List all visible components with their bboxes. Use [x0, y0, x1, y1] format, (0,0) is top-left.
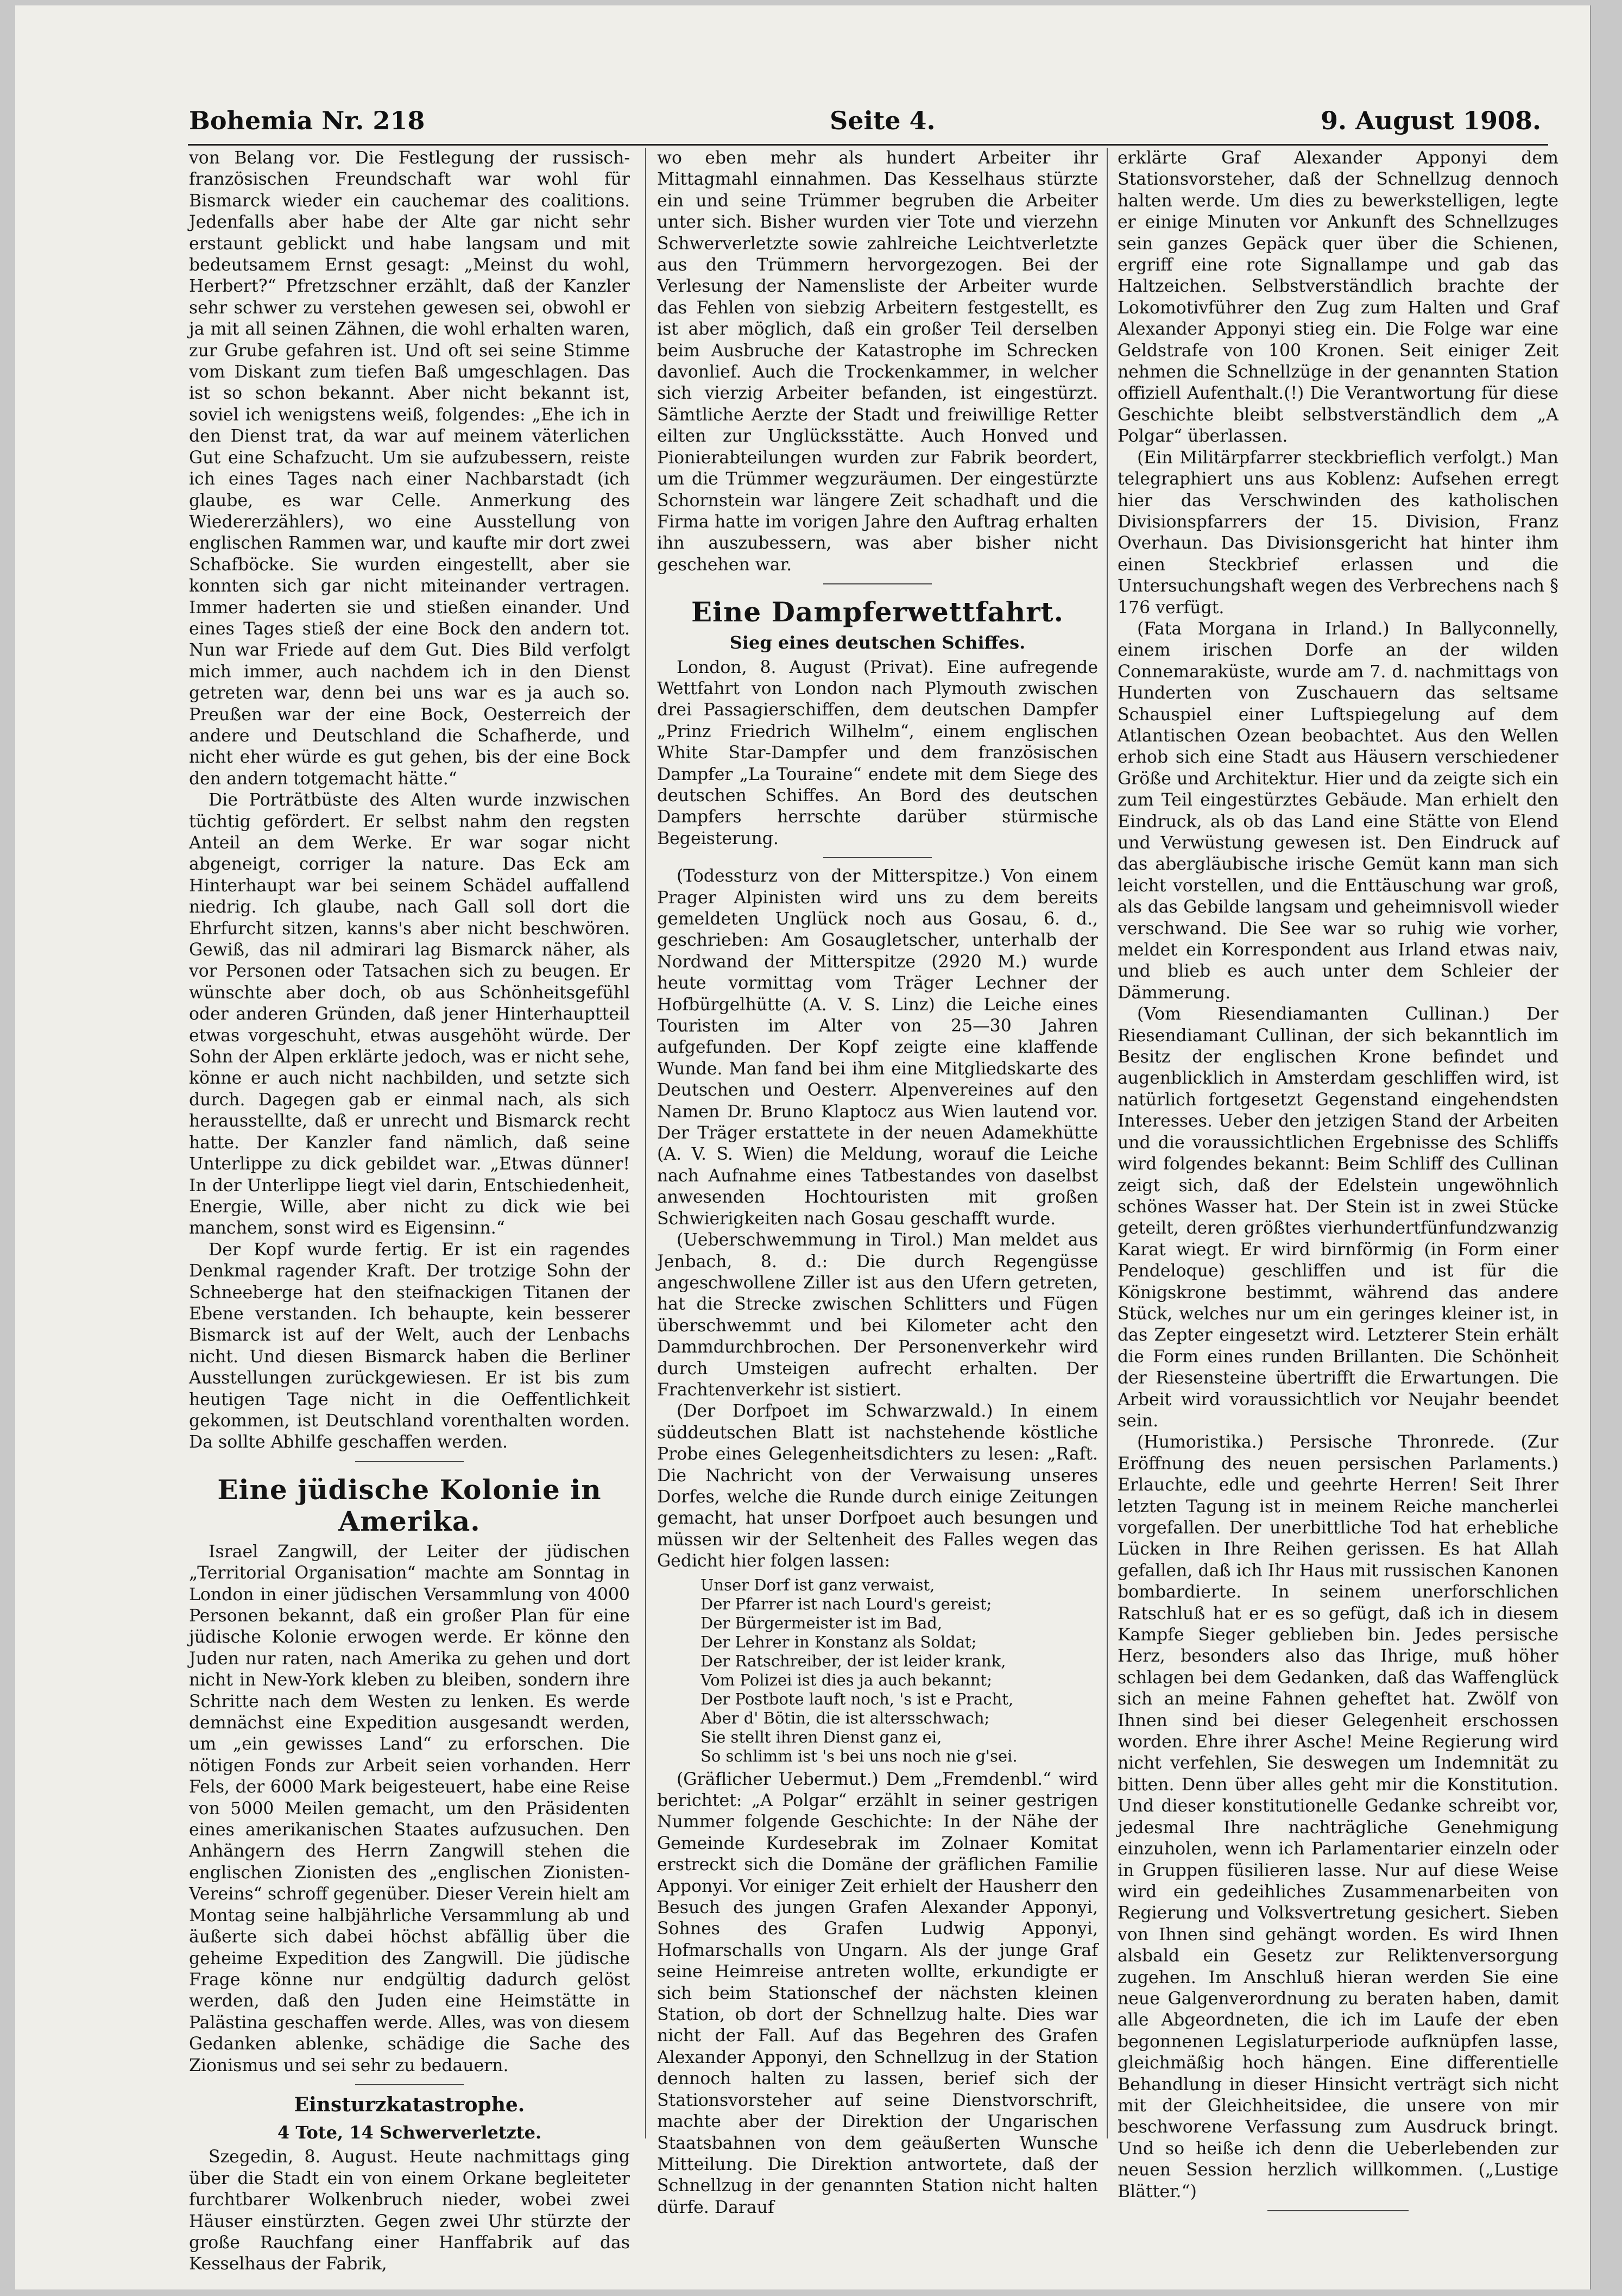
article-paragraph: (Humoristika.) Persische Thronrede. (Zur Eröffnung des neuen persischen Parlaments.) Erlauchte, edle und geehrte Herren! Seit Ihrer letzten Tagung ist in meinem Reiche mancherlei vorgefallen. Der unerbittliche Tod hat erhebliche Lücken in Ihre Reihen gerissen. Es hat Allah gefallen, daß ich Ihr Haus mit russischen Kanonen bombardierte. In seinem unerforschlichen Ratschluß hat er es so gefügt, daß ich in diesem Kampfe Sieger geblieben bin. Jedes persische Herz, besonders also das Ihrige, muß höher schlagen bei dem Gedanken, daß das Waffenglück sich an meine Fahnen geheftet hat. Zwölf von Ihnen sind bei dieser Gelegenheit erschossen worden. Ehre ihrer Asche! Meine Regierung wird nicht verfehlen, Sie deswegen um Indemnität zu bitten. Denn über alles geht mir die Konstitution. Und dieser konstitutionelle Gedanke schreibt vor, jedesmal Ihre nachträgliche Genehmigung einzuholen, wenn ich Parlamentarier einzeln oder in Gruppen füsilieren lasse. Nur auf diese Weise wird ein gedeihliches Zusammenarbeiten von Regierung und Volksvertretung gesichert. Sieben von Ihnen sind gehängt worden. Es wird Ihnen alsbald ein Gesetz zur Reliktenversorgung zugehen. Im Anschluß hieran werden Sie eine neue Galgenverordnung zu beraten haben, damit alle Abgeordneten, die ich im Laufe der eben begonnenen Legislaturperiode aufknüpfen lasse, gleichmäßig hoch hängen. Eine differentielle Behandlung in dieser Hinsicht verträgt sich nicht mit der Gleichheitsidee, die unsere von mir beschworene Verfassung zum Ausdruck bringt. Und so heiße ich denn die Ueberlebenden zur neuen Session herzlich willkommen. („Lustige Blätter.“): [1118, 1432, 1558, 2201]
article-paragraph: (Gräflicher Uebermut.) Dem „Fremdenbl.“ wird berichtet: „A Polgar“ erzählt in seiner gestrigen Nummer folgende Geschichte: In der Nähe der Gemeinde Kurdesebrak im Zolnaer Komitat erstreckt sich die Domäne der gräflichen Familie Apponyi. Vor einiger Zeit erhielt der Hausherr den Besuch des jungen Grafen Alexander Apponyi, Sohnes des Grafen Ludwig Apponyi, Hofmarschalls von Ungarn. Als der junge Graf seine Heimreise antreten wollte, erkundigte er sich beim Stationschef der nächsten kleinen Station, ob dort der Schnellzug halte. Dies war nicht der Fall. Auf das Begehren des Grafen Alexander Apponyi, den Schnellzug in der Station dennoch halten zu lassen, berief sich der Stationsvorsteher auf seine Dienstvorschrift, machte aber der Direktion der Ungarischen Staatsbahnen von dem geäußerten Wunsche Mitteilung. Die Direktion antwortete, daß der Schnellzug in der genannten Station nicht halten dürfe. Darauf: [657, 1769, 1098, 2217]
poem-line: Der Postbote lauft noch, 's ist e Pracht,: [700, 1689, 1014, 1708]
column-1: [189, 148, 630, 2274]
headline-dampferwettfahrt: Eine Dampferwettfahrt.: [691, 596, 1064, 628]
issue-date: 9. August 1908.: [1321, 106, 1541, 135]
end-rule: [1267, 2210, 1409, 2211]
subheadline-dampfer: Sieg eines deutschen Schiffes.: [729, 632, 1026, 653]
page-number: Seite 4.: [830, 106, 936, 135]
column-divider: [645, 148, 646, 2138]
column-divider: [1107, 148, 1108, 2138]
subheadline-einsturz: 4 Tote, 14 Schwerverletzte.: [277, 2122, 542, 2143]
article-paragraph: Der Kopf wurde fertig. Er ist ein ragendes Denkmal ragender Kraft. Der trotzige Sohn der Schneeberge hat den steifnackigen Titanen der Ebene verstanden. Ich behaupte, kein besserer Bismarck ist auf der Welt, auch der Lenbachs nicht. Und diesen Bismarck haben die Berliner Ausstellungen zurückgewiesen. Er ist bis zum heutigen Tage nicht in die Oeffentlichkeit gekommen, ist Deutschland vorenthalten worden. Da sollte Abhilfe geschaffen werden.: [189, 1240, 630, 1452]
article-paragraph: Szegedin, 8. August. Heute nachmittags ging über die Stadt ein von einem Orkane begleiteter furchtbarer Wolkenbruch nieder, wobei zwei Häuser einstürzten. Gegen zwei Uhr stürzte der große Rauchfang einer Hanffabrik auf das Kesselhaus der Fabrik,: [189, 2147, 630, 2274]
section-rule: [355, 1461, 464, 1462]
article-paragraph: wo eben mehr als hundert Arbeiter ihr Mittagmahl einnahmen. Das Kesselhaus stürzte ein und seine Trümmer begruben die Arbeiter unter sich. Bisher wurden vier Tote und vierzehn Schwerverletzte sowie zahlreiche Leichtverletzte aus den Trümmern hervorgezogen. Bei der Verlesung der Namensliste der Arbeiter wurde das Fehlen von siebzig Arbeitern festgestellt, es ist aber möglich, daß ein großer Teil derselben beim Ausbruche der Katastrophe im Schrecken davonlief. Auch die Trockenkammer, in welcher sich vierzig Arbeiter befanden, ist eingestürzt. Sämtliche Aerzte der Stadt und freiwillige Retter eilten zur Unglücksstätte. Auch Honved und Pionierabteilungen wurden zur Fabrik beordert, um die Trümmer wegzuräumen. Der eingestürzte Schornstein war längere Zeit schadhaft und die Firma hatte im vorigen Jahre den Auftrag erhalten ihn auszubessern, was aber bisher nicht geschehen war.: [657, 148, 1098, 575]
headline-einsturzkatastrophe: Einsturzkatastrophe.: [294, 2093, 525, 2116]
column-3: [1118, 148, 1558, 2201]
article-paragraph: (Ueberschwemmung in Tirol.) Man meldet aus Jenbach, 8. d.: Die durch Regengüsse angeschwollene Ziller ist aus den Ufern getreten, hat die Strecke zwischen Schlitters und Fügen überschwemmt und bei Kilometer acht den Dammdurchbrochen. Der Personenverkehr wird durch Umsteigen aufrecht erhalten. Der Frachtenverkehr ist sistiert.: [657, 1230, 1098, 1400]
article-paragraph: London, 8. August (Privat). Eine aufregende Wettfahrt von London nach Plymouth zwischen drei Passagierschiffen, dem deutschen Dampfer „Prinz Friedrich Wilhelm“, einem englischen White Star-Dampfer und dem französischen Dampfer „La Touraine“ endete mit dem Siege des deutschen Schiffes. An Bord des deutschen Dampfers herrschte darüber stürmische Begeisterung.: [657, 657, 1098, 848]
article-paragraph: Israel Zangwill, der Leiter der jüdischen „Territorial Organisation“ machte am Sonntag in London in einer jüdischen Versammlung von 4000 Personen bekannt, daß ein großer Plan für eine jüdische Kolonie erwogen werde. Er könne den Juden nur raten, nach Amerika zu gehen und dort nicht in New-York kleben zu bleiben, sondern ihre Schritte nach dem Westen zu lenken. Es werde demnächst eine Expedition ausgesandt werden, um „ein gewisses Land“ zu erforschen. Die nötigen Fonds zur Arbeit seien vorhanden. Herr Fels, der 6000 Mark beigesteuert, habe eine Reise von 5000 Meilen gemacht, um den Präsidenten eines amerikanischen Staates aufzusuchen. Den Anhängern des Herrn Zangwill stehen die englischen Zionisten des „englischen Zionisten-Vereins“ schroff gegenüber. Dieser Verein hielt am Montag seine halbjährliche Versammlung ab und äußerte sich dabei höchst abfällig über die geheime Expedition des Zangwill. Die jüdische Frage könne nur endgültig dadurch gelöst werden, daß den Juden eine Heimstätte in Palästina geschaffen werde. Alles, was von diesem Gedanken ablenke, schädige die Sache des Zionismus und sei sehr zu bedauern.: [189, 1542, 630, 2075]
poem-line: Der Bürgermeister ist im Bad,: [700, 1613, 943, 1632]
poem-line: So schlimm ist 's bei uns noch nie g'sei.: [700, 1746, 1018, 1765]
article-paragraph: erklärte Graf Alexander Apponyi dem Stationsvorsteher, daß der Schnellzug dennoch halten werde. Um dies zu bewerkstelligen, legte er einige Minuten vor Ankunft des Schnellzuges sein ganzes Gepäck quer über die Schienen, ergriff eine rote Signallampe und gab das Haltzeichen. Selbstverständlich brachte der Lokomotivführer den Zug zum Halten und Graf Alexander Apponyi stieg ein. Die Folge war eine Geldstrafe von 100 Kronen. Seit einiger Zeit nehmen die Schnellzüge in der genannten Station offiziell Aufenthalt.(!) Die Verantwortung für diese Geschichte bleibt selbstverständlich dem „A Polgar“ überlassen.: [1118, 148, 1558, 446]
page-header: [178, 106, 1547, 139]
section-rule: [823, 857, 932, 858]
article-paragraph: (Fata Morgana in Irland.) In Ballyconnelly, einem irischen Dorfe an der wilden Connemaraküste, wurde am 7. d. nachmittags von Hunderten von Zuschauern das seltsame Schauspiel einer Luftspiegelung auf dem Atlantischen Ozean beobachtet. Aus den Wellen erhob sich eine Stadt aus Häusern verschiedener Größe und Architektur. Hier und da zeigte sich ein zum Teil eingestürztes Gebäude. Man erhielt den Eindruck, als ob das Land eine Stätte von Elend und Verwüstung gewesen ist. Den Eindruck auf das abergläubische irische Gemüt kann man sich leicht vorstellen, und die Enttäuschung war groß, als das Gebilde langsam und geheimnisvoll wieder verschwand. Die See war so ruhig wie vorher, meldet ein Korrespondent aus Irland etwas naiv, und blieb es auch unter dem Schleier der Dämmerung.: [1118, 619, 1558, 1003]
section-rule: [355, 2084, 464, 2085]
poem-line: Vom Polizei ist dies ja auch bekannt;: [700, 1670, 992, 1689]
header-rule: [188, 144, 1548, 146]
article-paragraph: (Todessturz von der Mitterspitze.) Von einem Prager Alpinisten wird uns zu dem bereits gemeldeten Unglück noch aus Gosau, 6. d., geschrieben: Am Gosaugletscher, unterhalb der Nordwand der Mitterspitze (2920 M.) wurde heute vormittag vom Träger Lechner der Hofbürgelhütte (A. V. S. Linz) die Leiche eines Touristen im Alter von 25—30 Jahren aufgefunden. Der Kopf zeigte eine klaffende Wunde. Man fand bei ihm eine Mitgliedskarte des Deutschen und Oesterr. Alpenvereines auf den Namen Dr. Bruno Klaptocz aus Wien lautend vor. Der Träger erstattete in der neuen Adamekhütte (A. V. S. Wien) die Meldung, worauf die Leiche nach Aufnahme eines Tatbestandes von daselbst anwesenden Hochtouristen mit großen Schwierigkeiten nach Gosau geschafft wurde.: [657, 866, 1098, 1229]
article-paragraph: von Belang vor. Die Festlegung der russisch-französischen Freundschaft war wohl für Bismarck wieder ein cauchemar des coalitions. Jedenfalls aber habe der Alte gar nicht sehr erstaunt geblickt und habe langsam und mit bedeutsamem Ernst gesagt: „Meinst du wohl, Herbert?“ Pfretzschner erzählt, daß der Kanzler sehr schwer zu verstehen gewesen sei, obwohl er ja mit all seinen Zähnen, die wohl erhalten waren, zur Grube gefahren ist. Und oft sei seine Stimme vom Diskant zum tiefen Baß umgeschlagen. Das ist so schon bekannt. Aber nicht bekannt ist, soviel ich wenigstens weiß, folgendes: „Ehe ich in den Dienst trat, da war auf meinem väterlichen Gut eine Schafzucht. Um sie aufzubessern, reiste ich eines Tages nach einer Nachbarstadt (ich glaube, es war Celle. Anmerkung des Wiedererzählers), wo eine Ausstellung von englischen Rammen war, und kaufte mir dort zwei Schafböcke. Sie wurden eingestellt, aber sie konnten sich gar nicht miteinander vertragen. Immer haderten sie und stießen einander. Und eines Tages stieß der eine Bock den andern tot. Nun war Friede auf dem Gut. Dies Bild verfolgt mich immer, auch nachdem ich in den Dienst getreten war, denn bei uns war es ja auch so. Preußen war der eine Bock, Oesterreich der andere und Deutschland die Schafherde, und nicht eher würde es gut gehen, bis der eine Bock den andern totgemacht hätte.“: [189, 148, 630, 789]
poem-line: Sie stellt ihren Dienst ganz ei,: [700, 1727, 942, 1746]
section-rule: [823, 583, 932, 584]
poem: [700, 1576, 1098, 1766]
poem-line: Der Lehrer in Konstanz als Soldat;: [700, 1632, 977, 1651]
poem-line: Unser Dorf ist ganz verwaist,: [700, 1575, 935, 1594]
newspaper-page: [15, 5, 1590, 2289]
masthead-issue: Bohemia Nr. 218: [189, 106, 425, 135]
headline-juedische-kolonie: Eine jüdische Kolonie in Amerika.: [217, 1473, 602, 1537]
poem-line: Der Pfarrer ist nach Lourd's gereist;: [700, 1594, 992, 1613]
article-paragraph: (Der Dorfpoet im Schwarzwald.) In einem süddeutschen Blatt ist nachstehende köstliche Probe eines Gelegenheitsdichters zu lesen: „Raft. Die Nachricht von der Verwaisung unseres Dorfes, welche die Runde durch einige Zeitungen gemacht, hat unser Dorfpoet auch besungen und müssen wir der Seltenheit des Falles wegen das Gedicht hier folgen lassen:: [657, 1401, 1098, 1571]
column-2: [657, 148, 1098, 2217]
article-paragraph: (Vom Riesendiamanten Cullinan.) Der Riesendiamant Cullinan, der sich bekanntlich im Besitz der englischen Krone befindet und augenblicklich in Amsterdam geschliffen wird, ist natürlich fortgesetzt Gegenstand eingehendsten Interesses. Ueber den jetzigen Stand der Arbeiten und die voraussichtlichen Ergebnisse des Schliffs wird folgendes bekannt: Beim Schliff des Cullinan zeigt sich, daß der Edelstein ungewöhnlich schönes Wasser hat. Der Stein ist in zwei Stücke geteilt, deren größtes vierhundertfünfundzwanzig Karat wiegt. Er wird birnförmig (in Form einer Pendeloque) geschliffen und ist für die Königskrone bestimmt, während das andere Stück, welches nur um ein geringes kleiner ist, in das Zepter eingesetzt wird. Letzterer Stein erhält die Form eines runden Brillanten. Die Schönheit der Riesensteine übertrifft die Erwartungen. Die Arbeit wird voraussichtlich vor Neujahr beendet sein.: [1118, 1004, 1558, 1431]
poem-line: Der Ratschreiber, der ist leider krank,: [700, 1651, 1006, 1670]
poem-line: Aber d' Bötin, die ist altersschwach;: [700, 1708, 990, 1727]
article-paragraph: Die Porträtbüste des Alten wurde inzwischen tüchtig gefördert. Er selbst nahm den regsten Anteil an dem Werke. Er war sogar nicht abgeneigt, corriger la nature. Das Eck am Hinterhaupt war bei seinem Schädel auffallend niedrig. Ich glaube, nach Gall soll dort die Ehrfurcht sitzen, kanns's aber nicht beschwören. Gewiß, das nil admirari lag Bismarck näher, als vor Personen oder Tatsachen sich zu beugen. Er wünschte aber doch, ob aus Schönheitsgefühl oder anderen Gründen, daß jener Hinterhauptteil etwas vorgeschuht, etwas ausgehöht würde. Der Sohn der Alpen erklärte jedoch, was er nicht sehe, könne er auch nicht nachbilden, und setzte sich durch. Dagegen gab er einmal nach, als sich herausstellte, daß er unrecht und Bismarck recht hatte. Der Kanzler fand nämlich, daß seine Unterlippe zu dick gebildet war. „Etwas dünner! In der Unterlippe liegt viel darin, Entschiedenheit, Energie, Wille, aber nicht zu dick wie bei manchem, sonst wird es Eigensinn.“: [189, 790, 630, 1238]
article-paragraph: (Ein Militärpfarrer steckbrieflich verfolgt.) Man telegraphiert uns aus Koblenz: Aufsehen erregt hier das Verschwinden des katholischen Divisionspfarrers der 15. Division, Franz Overhaun. Das Divisionsgericht hat hinter ihm einen Steckbrief erlassen und die Untersuchungshaft wegen des Verbrechens nach § 176 verfügt.: [1118, 448, 1558, 618]
